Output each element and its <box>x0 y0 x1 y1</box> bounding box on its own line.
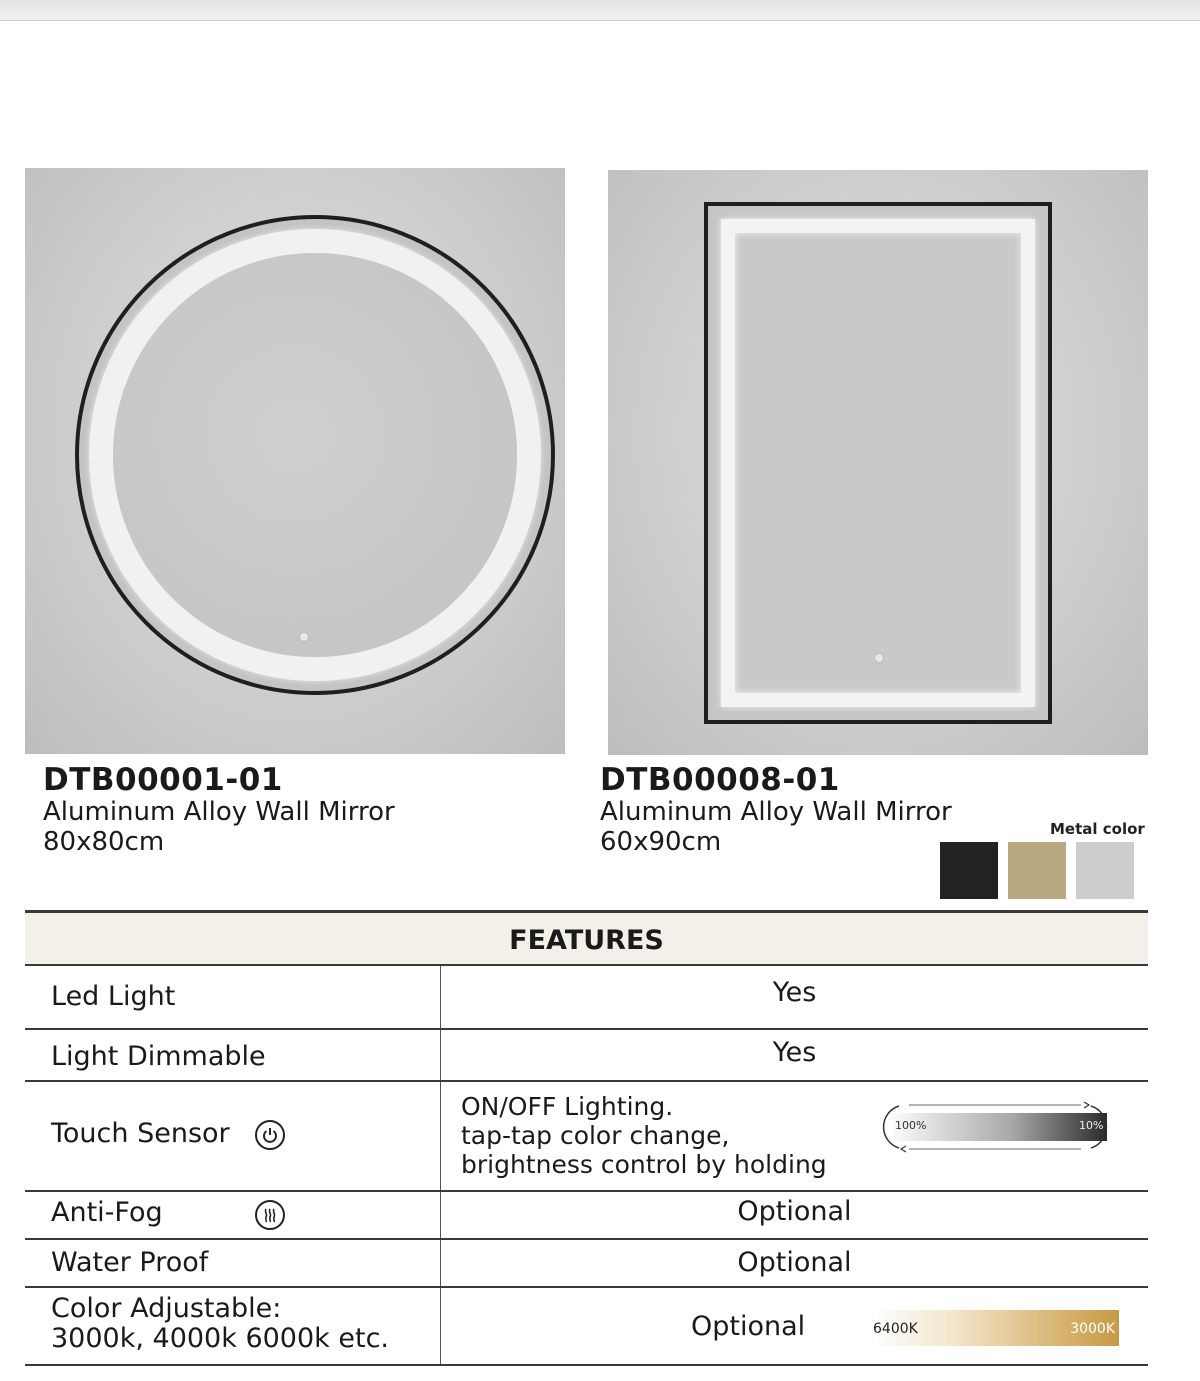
feature-value-cell <box>440 1288 1148 1364</box>
feature-label: Anti-Fog <box>51 1197 163 1228</box>
round-mirror-glass <box>113 253 517 657</box>
feature-value: Optional <box>737 1247 852 1278</box>
touch-line: ON/OFF Lighting. <box>461 1092 674 1121</box>
feature-value: Yes <box>772 977 817 1008</box>
feature-value-cell <box>440 966 1148 1028</box>
color-temperature-gradient <box>871 1310 1119 1346</box>
feature-label: Water Proof <box>51 1247 209 1278</box>
round-mirror-image <box>25 168 565 754</box>
touch-sensor-dot <box>299 632 309 642</box>
power-icon <box>255 1120 285 1150</box>
steam-icon <box>255 1200 285 1230</box>
swatch-gold <box>1008 842 1066 899</box>
feature-value: Optional <box>691 1311 806 1342</box>
swatch-black <box>940 842 998 899</box>
touch-sensor-description <box>461 1092 827 1179</box>
touch-line: tap-tap color change, <box>461 1121 730 1150</box>
dimmer-start-label: 100% <box>895 1119 927 1132</box>
feature-label: Touch Sensor <box>51 1118 230 1149</box>
feature-value: Yes <box>772 1037 817 1068</box>
feature-value-cell <box>440 1192 1148 1238</box>
product-name: Aluminum Alloy Wall Mirror <box>600 797 952 827</box>
cct-end-label: 3000K <box>1070 1321 1115 1337</box>
feature-row-led-light <box>25 966 1148 1030</box>
feature-label <box>51 1294 389 1354</box>
rect-mirror-led-frame <box>721 219 1035 707</box>
product-name: Aluminum Alloy Wall Mirror <box>43 797 395 827</box>
touch-line: brightness control by holding <box>461 1150 827 1179</box>
feature-row-light-dimmable <box>25 1030 1148 1082</box>
feature-label: Led Light <box>51 981 176 1012</box>
dimmer-end-label: 10% <box>1079 1119 1104 1132</box>
round-mirror-frame <box>75 215 555 695</box>
touch-sensor-dot <box>874 653 884 663</box>
feature-label-line: Color Adjustable: <box>51 1293 282 1324</box>
feature-value: Optional <box>737 1196 852 1227</box>
product-size: 60x90cm <box>600 827 722 857</box>
top-bar <box>0 0 1200 21</box>
metal-color-label: Metal color <box>1050 820 1145 838</box>
feature-label-line: 3000k, 4000k 6000k etc. <box>51 1323 390 1354</box>
product-caption-1 <box>43 763 395 857</box>
feature-value-cell <box>440 1240 1148 1286</box>
cct-start-label: 6400K <box>873 1321 918 1337</box>
dimmer-graphic <box>869 1099 1121 1155</box>
feature-row-touch-sensor <box>25 1082 1148 1192</box>
rect-mirror-image <box>608 170 1148 755</box>
model-number: DTB00008-01 <box>600 762 840 798</box>
features-heading: FEATURES <box>25 910 1148 966</box>
feature-value-cell <box>440 1030 1148 1080</box>
feature-row-water-proof <box>25 1240 1148 1288</box>
swatch-silver <box>1076 842 1134 899</box>
product-caption-2 <box>600 763 952 857</box>
product-size: 80x80cm <box>43 827 165 857</box>
rect-mirror-frame <box>704 202 1052 724</box>
model-number: DTB00001-01 <box>43 762 283 798</box>
feature-row-color-adjustable <box>25 1288 1148 1366</box>
feature-label: Light Dimmable <box>51 1041 266 1072</box>
feature-value-cell <box>440 1082 1148 1190</box>
feature-row-anti-fog <box>25 1192 1148 1240</box>
